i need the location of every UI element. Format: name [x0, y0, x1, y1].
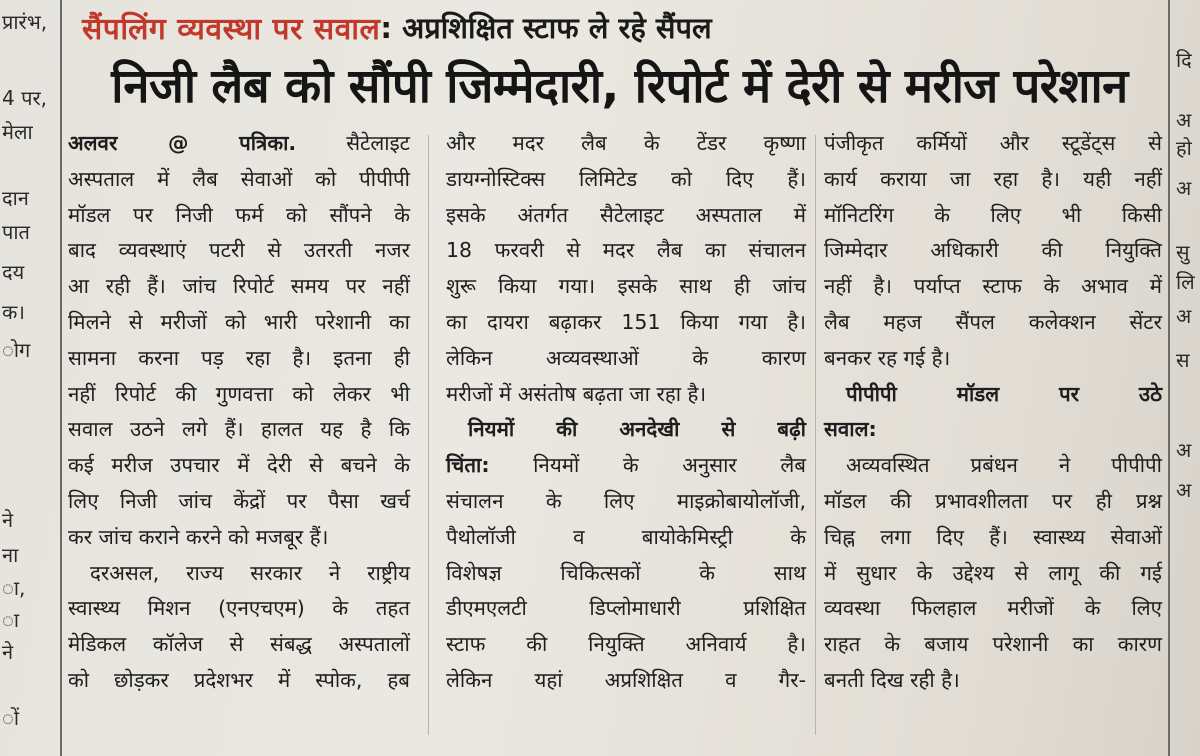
article-line: लिए निजी जांच केंद्रों पर पैसा खर्च: [68, 488, 410, 513]
article-line: बनती दिख रही है।: [824, 667, 960, 692]
edge-text-fragment: दि: [1176, 48, 1192, 72]
article-line: विशेषज्ञ चिकित्सकों के साथ: [446, 560, 806, 585]
article-line: शुरू किया गया। इसके साथ ही जांच: [446, 274, 806, 299]
article-line: लैब महज सैंपल कलेक्शन सेंटर: [824, 309, 1162, 334]
article-line: मेडिकल कॉलेज से संबद्ध अस्पतालों: [68, 632, 410, 657]
article-line: कार्य कराया जा रहा है। यही नहीं: [824, 166, 1162, 191]
edge-text-fragment: अ: [1176, 304, 1192, 328]
edge-text-fragment: पात: [2, 220, 30, 244]
edge-text-fragment: अ: [1176, 478, 1192, 502]
column-rule-left: [60, 0, 62, 756]
edge-text-fragment: स: [1176, 348, 1190, 372]
article-line: नहीं रिपोर्ट की गुणवत्ता को लेकर भी: [68, 381, 410, 406]
edge-text-fragment: हो: [1176, 136, 1192, 160]
article-line: व्यवस्था फिलहाल मरीजों के लिए: [824, 596, 1162, 621]
article-line: डीएमएलटी डिप्लोमाधारी प्रशिक्षित: [446, 596, 806, 621]
article-line: में सुधार के उद्देश्य से लागू की गई: [824, 560, 1162, 585]
article-column-3: [824, 126, 1162, 699]
article-line: मिलने से मरीजों को भारी परेशानी का: [68, 309, 410, 334]
article-line: का दायरा बढ़ाकर 151 किया गया है।: [446, 309, 806, 334]
article-line: मॉडल की प्रभावशीलता पर ही प्रश्न: [824, 488, 1162, 513]
article-line: लेकिन यहां अप्रशिक्षित व गैर-: [446, 667, 806, 692]
article-line: और मदर लैब के टेंडर कृष्णा: [446, 131, 806, 155]
edge-text-fragment: ोग: [2, 338, 31, 362]
edge-text-fragment: ा: [2, 608, 20, 632]
edge-text-fragment: सु: [1176, 240, 1190, 264]
article-line: बनकर रह गई है।: [824, 345, 951, 370]
article-line: दरअसल, राज्य सरकार ने राष्ट्रीय: [90, 560, 410, 585]
kicker-line: [82, 5, 1172, 49]
article-line: को छोड़कर प्रदेशभर में स्पोक, हब: [68, 667, 410, 692]
article-line: जिम्मेदार अधिकारी की नियुक्ति: [824, 238, 1162, 263]
adjacent-column-left-fragment: [0, 0, 58, 756]
edge-text-fragment: ने: [2, 508, 14, 532]
article-line: नियमों की अनदेखी से बढ़ी: [468, 417, 806, 442]
edge-text-fragment: ना: [2, 543, 19, 567]
article-line: पंजीकृत कर्मियों और स्टूडेंट्स से: [824, 131, 1162, 155]
article-line: इसके अंतर्गत सैटेलाइट अस्पताल में: [446, 202, 806, 227]
article-line: चिह्न लगा दिए हैं। स्वास्थ्य सेवाओं: [824, 524, 1162, 549]
article-line: चिंता: नियमों के अनुसार लैब: [446, 453, 806, 478]
edge-text-fragment: प्रारंभ,: [2, 10, 48, 34]
column-rule-right: [1168, 0, 1170, 756]
article-line: अव्यवस्थित प्रबंधन ने पीपीपी: [846, 453, 1162, 478]
article-line: बाद व्यवस्थाएं पटरी से उतरती नजर: [68, 238, 410, 263]
article-line: कई मरीज उपचार में देरी से बचने के: [68, 453, 410, 478]
edge-text-fragment: 4 पर,: [2, 86, 47, 110]
edge-text-fragment: लि: [1176, 270, 1195, 294]
article-line: राहत के बजाय परेशानी का कारण: [824, 632, 1162, 657]
article-line: कर जांच कराने करने को मजबूर हैं।: [68, 524, 329, 549]
article-line: लेकिन अव्यवस्थाओं के कारण: [446, 345, 806, 370]
article-line: स्वास्थ्य मिशन (एनएचएम) के तहत: [68, 596, 410, 621]
article-line: संचालन के लिए माइक्रोबायोलॉजी,: [446, 488, 806, 513]
edge-text-fragment: अ: [1176, 438, 1192, 462]
edge-text-fragment: अ: [1176, 108, 1192, 132]
edge-text-fragment: क।: [2, 300, 25, 324]
article-line: 18 फरवरी से मदर लैब का संचालन: [446, 238, 806, 263]
article-body: [68, 126, 1168, 756]
article-column-2: [446, 126, 806, 699]
article-column-1: [68, 126, 410, 699]
article-line: अस्पताल में लैब सेवाओं को पीपीपी: [68, 166, 410, 191]
edge-text-fragment: ा,: [2, 576, 26, 600]
article-line: सामना करना पड़ रहा है। इतना ही: [68, 345, 410, 370]
article-line: पैथोलॉजी व बायोकेमिस्ट्री के: [446, 524, 806, 549]
edge-text-fragment: दय: [2, 260, 25, 284]
edge-text-fragment: मेला: [2, 120, 33, 144]
article-line: मॉडल पर निजी फर्म को सौंपने के: [68, 202, 410, 227]
article-line: मरीजों में असंतोष बढ़ता जा रहा है।: [446, 381, 707, 406]
headline: निजी लैब को सौंपी जिम्मेदारी, रिपोर्ट में देरी से मरीज परेशान: [111, 59, 1128, 114]
kicker-topic: सैंपलिंग व्यवस्था पर सवाल: [82, 11, 381, 47]
article-line: डायग्नोस्टिक्स लिमिटेड को दिए हैं।: [446, 166, 806, 191]
article-line: मॉनिटरिंग के लिए भी किसी: [824, 202, 1162, 227]
edge-text-fragment: ने: [2, 640, 14, 664]
article-line: पीपीपी मॉडल पर उठे: [846, 381, 1162, 406]
adjacent-column-right-fragment: [1172, 0, 1200, 756]
article-line: सवाल उठने लगे हैं। हालत यह है कि: [68, 417, 410, 442]
article-line: स्टाफ की नियुक्ति अनिवार्य है।: [446, 632, 806, 657]
edge-text-fragment: ों: [2, 706, 20, 730]
kicker-subtopic: : अप्रशिक्षित स्टाफ ले रहे सैंपल: [380, 10, 712, 45]
article-line: नहीं है। पर्याप्त स्टाफ के अभाव में: [824, 274, 1162, 299]
article-line: आ रही हैं। जांच रिपोर्ट समय पर नहीं: [68, 274, 410, 299]
article-line: अलवर @ पत्रिका. सैटेलाइट: [68, 131, 410, 155]
edge-text-fragment: दान: [2, 186, 29, 210]
article-line: सवाल:: [824, 417, 877, 442]
edge-text-fragment: अ: [1176, 176, 1192, 200]
